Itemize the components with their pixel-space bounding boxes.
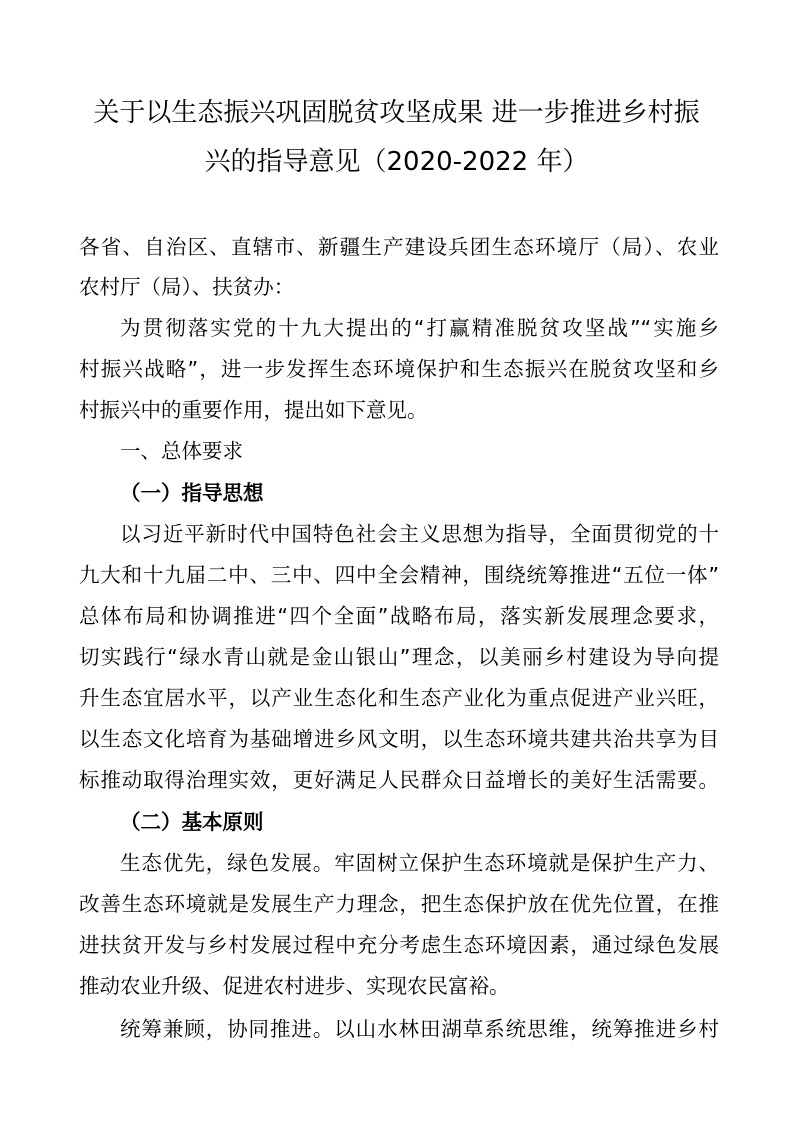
principle-1-line-3: 进扶贫开发与乡村发展过程中充分考虑生态环境因素，通过绿色发展 — [79, 933, 719, 957]
principle-1-line-2: 改善生态环境就是发展生产力理念，把生态保护放在优先位置，在推 — [79, 892, 719, 916]
document-title-line-2: 兴的指导意见（2020-2022 年） — [204, 147, 589, 177]
intro-line-2: 村振兴战略”，进一步发挥生态环境保护和生态振兴在脱贫攻坚和乡 — [79, 357, 719, 381]
intro-line-3: 村振兴中的重要作用，提出如下意见。 — [79, 398, 428, 422]
guiding-line-2: 九大和十九届二中、三中、四中全会精神，围绕统筹推进“五位一体” — [79, 563, 719, 587]
guiding-line-3: 总体布局和协调推进“四个全面”战略布局，落实新发展理念要求， — [79, 604, 719, 628]
intro-line-1: 为贯彻落实党的十九大提出的“打赢精准脱贫攻坚战”“实施乡 — [120, 316, 719, 340]
principle-1-line-4: 推动农业升级、促进农村进步、实现农民富裕。 — [79, 974, 510, 998]
guiding-line-6: 以生态文化培育为基础增进乡风文明，以生态环境共建共治共享为目 — [79, 727, 719, 751]
salutation-line-2: 农村厅（局）、扶贫办： — [79, 275, 295, 299]
guiding-line-4: 切实践行“绿水青山就是金山银山”理念，以美丽乡村建设为导向提 — [79, 645, 719, 669]
guiding-line-7: 标推动取得治理实效，更好满足人民群众日益增长的美好生活需要。 — [79, 768, 719, 792]
guiding-line-5: 升生态宜居水平，以产业生态化和生态产业化为重点促进产业兴旺， — [79, 686, 719, 710]
principle-1-line-1: 生态优先，绿色发展。牢固树立保护生态环境就是保护生产力、 — [120, 851, 719, 875]
document-title-line-1: 关于以生态振兴巩固脱贫攻坚成果 进一步推进乡村振 — [93, 98, 700, 128]
subsection-heading-1: （一）指导思想 — [120, 481, 264, 505]
subsection-heading-2: （二）基本原则 — [120, 810, 264, 834]
section-heading-1: 一、总体要求 — [120, 439, 243, 463]
salutation-line-1: 各省、自治区、直辖市、新疆生产建设兵团生态环境厅（局）、农业 — [79, 235, 719, 259]
guiding-line-1: 以习近平新时代中国特色社会主义思想为指导，全面贯彻党的十 — [120, 522, 719, 546]
principle-2-line-1: 统筹兼顾，协同推进。以山水林田湖草系统思维，统筹推进乡村 — [120, 1017, 719, 1041]
